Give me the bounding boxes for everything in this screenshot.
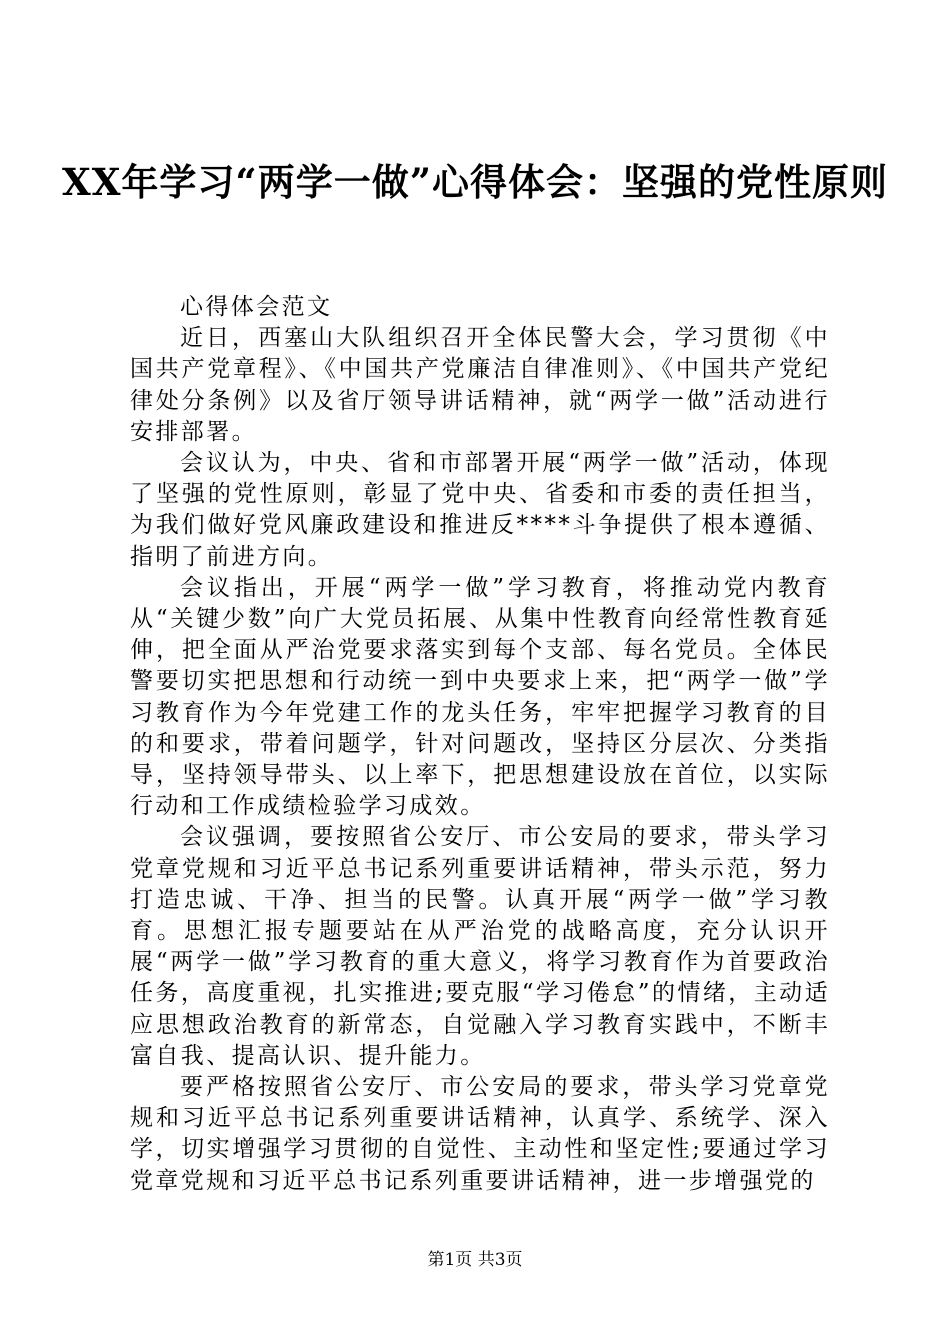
document-title: XX年学习“两学一做”心得体会：坚强的党性原则 — [62, 160, 888, 204]
paragraph: 会议强调，要按照省公安厅、市公安局的要求，带头学习党章党规和习近平总书记系列重要讲话精神，带头示范，努力打造忠诚、干净、担当的民警。认真开展“两学一做”学习教育。思想汇报专题要站在从严治党的战略高度，充分认识开展“两学一做”学习教育的重大意义，将学习教育作为首要政治任务，高度重视，扎实推进;要克服“学习倦怠”的情绪，主动适应思想政治教育的新常态，自觉融入学习教育实践中，不断丰富自我、提高认识、提升能力。 — [130, 824, 830, 1069]
page-footer: 第1页 共3页 — [427, 1250, 523, 1270]
document-body — [130, 292, 830, 1197]
paragraph: 要严格按照省公安厅、市公安局的要求，带头学习党章党规和习近平总书记系列重要讲话精神，认真学、系统学、深入学，切实增强学习贯彻的自觉性、主动性和坚定性;要通过学习党章党规和习近平总书记系列重要讲话精神，进一步增强党的 — [130, 1074, 830, 1194]
paragraph: 会议指出，开展“两学一做”学习教育，将推动党内教育从“关键少数”向广大党员拓展、从集中性教育向经常性教育延伸，把全面从严治党要求落实到每个支部、每名党员。全体民警要切实把思想和行动统一到中央要求上来，把“两学一做”学习教育作为今年党建工作的龙头任务，牢牢把握学习教育的目的和要求，带着问题学，针对问题改，坚持区分层次、分类指导，坚持领导带头、以上率下，把思想建设放在首位，以实际行动和工作成绩检验学习成效。 — [130, 574, 830, 820]
paragraph: 心得体会范文 — [180, 294, 333, 320]
paragraph: 会议认为，中央、省和市部署开展“两学一做”活动，体现了坚强的党性原则，彰显了党中央、省委和市委的责任担当，为我们做好党风廉政建设和推进反****斗争提供了根本遵循、指明了前进方向。 — [130, 450, 830, 570]
paragraph: 近日，西塞山大队组织召开全体民警大会，学习贯彻《中国共产党章程》、《中国共产党廉洁自律准则》、《中国共产党纪律处分条例》以及省厅领导讲话精神，就“两学一做”活动进行安排部署。 — [130, 325, 830, 445]
